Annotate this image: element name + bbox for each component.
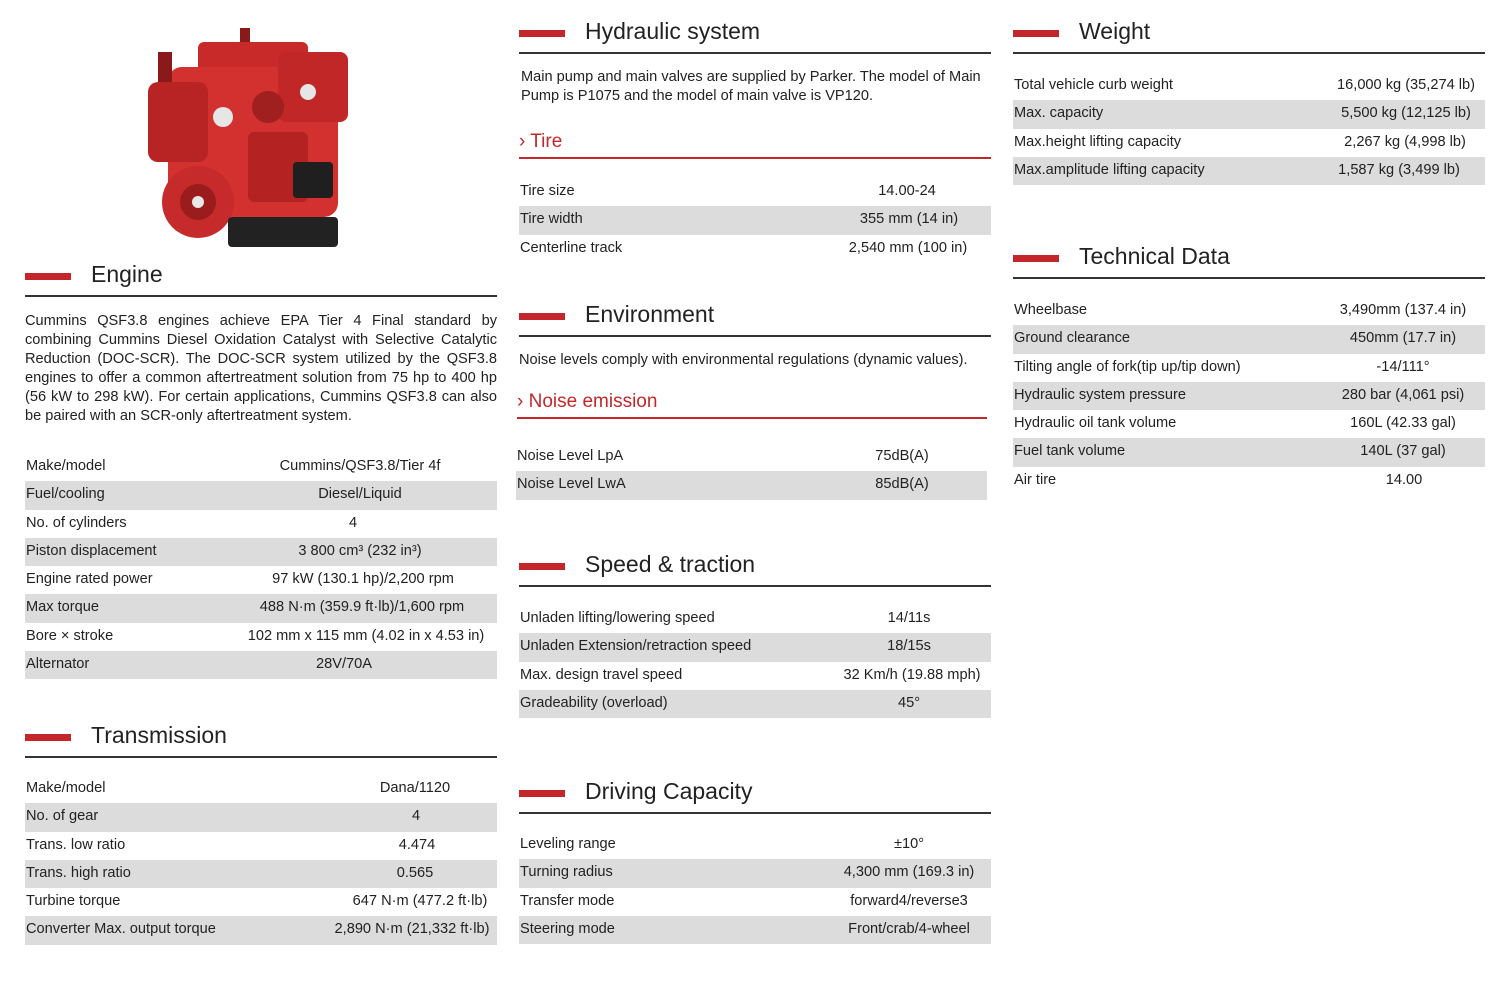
table-row [519, 888, 991, 916]
hydraulic-section-header [519, 16, 991, 54]
row-value: 2,267 kg (4,998 lb) [1344, 133, 1466, 150]
row-value: 18/15s [887, 638, 931, 655]
noise-table [516, 443, 987, 500]
row-label: Converter Max. output torque [26, 921, 216, 938]
row-label: Max.height lifting capacity [1014, 133, 1182, 150]
table-row [1013, 297, 1485, 325]
row-label: Tilting angle of fork(tip up/tip down) [1014, 358, 1241, 375]
row-label: Leveling range [520, 836, 616, 852]
table-row [1013, 382, 1485, 410]
table-row [1013, 410, 1485, 438]
table-row [519, 916, 991, 944]
table-row [1013, 100, 1485, 128]
noise-subheader [517, 391, 987, 419]
table-row [519, 831, 991, 859]
table-row [1013, 325, 1485, 353]
row-label: Max. design travel speed [520, 666, 683, 683]
table-row [25, 510, 497, 538]
row-value: 647 N·m (477.2 ft·lb) [352, 893, 488, 910]
environment-section-header [519, 299, 991, 337]
table-row [25, 888, 497, 916]
row-value: 28V/70A [316, 656, 372, 673]
row-value: 488 N·m (359.9 ft·lb)/1,600 rpm [259, 599, 465, 616]
row-value: 75dB(A) [875, 448, 929, 464]
row-label: Bore × stroke [26, 627, 114, 644]
row-value: 2,540 mm (100 in) [848, 239, 968, 256]
column-right [1013, 0, 1485, 983]
table-row [519, 206, 991, 234]
section-accent-bar [519, 30, 565, 37]
table-row [25, 651, 497, 679]
row-label: Trans. low ratio [26, 836, 126, 853]
row-label: Noise Level LpA [517, 448, 624, 464]
environment-description: Noise levels comply with environmental regulations (dynamic values). [519, 352, 968, 368]
table-row [516, 443, 987, 471]
row-value: forward4/reverse3 [850, 892, 968, 909]
tire-subheader [519, 131, 991, 159]
tire-table [519, 178, 991, 263]
row-value: 14/11s [887, 610, 931, 626]
table-row [25, 860, 497, 888]
weight-title: Weight [1079, 18, 1151, 44]
row-value: 4.474 [398, 836, 436, 853]
table-row [1013, 467, 1485, 495]
section-accent-bar [519, 563, 565, 570]
speed-table [519, 605, 991, 718]
weight-section-header [1013, 16, 1485, 54]
section-accent-bar [519, 313, 565, 320]
row-label: Fuel tank volume [1014, 443, 1126, 460]
table-row [519, 178, 991, 206]
section-accent-bar [1013, 30, 1059, 37]
row-label: Noise Level LwA [517, 476, 626, 493]
column-middle [519, 0, 991, 983]
row-value: 140L (37 gal) [1360, 443, 1446, 460]
row-value: Dana/1120 [379, 780, 451, 796]
row-label: Max. capacity [1014, 105, 1104, 122]
row-label: Turning radius [520, 864, 613, 881]
row-label: Make/model [26, 780, 106, 796]
transmission-table [25, 775, 497, 945]
row-label: Air tire [1014, 471, 1057, 488]
table-row [519, 690, 991, 718]
technical-table [1013, 297, 1485, 495]
row-value: 4 [348, 514, 358, 531]
engine-table [25, 453, 497, 679]
table-row [25, 538, 497, 566]
row-label: Make/model [26, 458, 106, 474]
table-row [25, 594, 497, 622]
row-label: Centerline track [520, 239, 623, 256]
transmission-section-header [25, 720, 497, 758]
row-value: 0.565 [396, 864, 434, 881]
section-accent-bar [1013, 255, 1059, 262]
row-value: 85dB(A) [875, 476, 929, 493]
row-label: No. of gear [26, 808, 99, 825]
row-label: No. of cylinders [26, 514, 127, 531]
row-label: Engine rated power [26, 571, 153, 588]
row-value: -14/111° [1376, 358, 1430, 375]
row-value: 16,000 kg (35,274 lb) [1337, 77, 1475, 93]
row-value: 3 800 cm³ (232 in³) [298, 542, 422, 559]
row-value: 14.00-24 [878, 183, 936, 199]
transmission-title: Transmission [91, 722, 227, 748]
table-row [519, 633, 991, 661]
row-label: Unladen lifting/lowering speed [520, 610, 715, 626]
row-value: 280 bar (4,061 psi) [1341, 386, 1465, 403]
row-label: Alternator [26, 656, 90, 673]
hydraulic-description: Main pump and main valves are supplied by Parker. The model of Main Pump is P1075 and the model of main valve is VP120. [521, 69, 981, 104]
table-row [25, 623, 497, 651]
table-row [25, 803, 497, 831]
row-label: Total vehicle curb weight [1014, 77, 1173, 93]
section-accent-bar [25, 273, 71, 280]
row-value: 4 [411, 808, 421, 825]
row-label: Steering mode [520, 920, 615, 937]
row-label: Trans. high ratio [26, 864, 131, 881]
row-label: Hydraulic system pressure [1014, 386, 1186, 403]
weight-table [1013, 72, 1485, 185]
section-accent-bar [519, 790, 565, 797]
driving-table [519, 831, 991, 944]
engine-description: Cummins QSF3.8 engines achieve EPA Tier 4 Final standard by combining Cummins Diesel Oxidation Catalyst with Selective Catalytic Reduction (DOC-SCR). The DOC-SCR system utilized by the QSF3.8 engines to offer a common aftertreatment solution from 75 hp to 400 hp (56 kW to 298 kW). For certain applications, Cummins QSF3.8 can also be paired with an SCR-only aftertreatment system. [25, 313, 497, 424]
row-value: ±10° [893, 836, 925, 852]
row-value: 4,300 mm (169.3 in) [843, 864, 975, 881]
table-row [1013, 354, 1485, 382]
row-value: Cummins/QSF3.8/Tier 4f [279, 458, 441, 474]
table-row [519, 235, 991, 263]
row-value: 355 mm (14 in) [859, 211, 959, 228]
engine-photo [128, 22, 360, 258]
row-label: Wheelbase [1014, 302, 1088, 318]
noise-title: › Noise emission [517, 391, 658, 412]
technical-section-header [1013, 241, 1485, 279]
technical-title: Technical Data [1079, 243, 1230, 269]
table-row [1013, 438, 1485, 466]
engine-section-header [25, 259, 497, 297]
table-row [25, 481, 497, 509]
row-value: 450mm (17.7 in) [1349, 330, 1457, 347]
driving-section-header [519, 776, 991, 814]
row-label: Tire width [520, 211, 583, 228]
row-label: Unladen Extension/retraction speed [520, 638, 752, 655]
row-value: 32 Km/h (19.88 mph) [843, 666, 981, 683]
row-value: Front/crab/4-wheel [848, 920, 970, 937]
table-row [25, 916, 497, 944]
engine-title: Engine [91, 261, 163, 287]
table-row [25, 775, 497, 803]
table-row [25, 832, 497, 860]
tire-title: › Tire [519, 131, 563, 152]
table-row [1013, 72, 1485, 100]
row-label: Fuel/cooling [26, 486, 105, 503]
speed-title: Speed & traction [585, 551, 756, 577]
column-left [25, 0, 497, 983]
row-label: Ground clearance [1014, 330, 1131, 347]
table-row [1013, 129, 1485, 157]
row-label: Gradeability (overload) [520, 694, 668, 711]
row-value: 1,587 kg (3,499 lb) [1338, 161, 1460, 178]
table-row [25, 453, 497, 481]
row-value: 14.00 [1385, 471, 1423, 488]
driving-title: Driving Capacity [585, 778, 753, 804]
row-value: 2,890 N·m (21,332 ft·lb) [334, 921, 490, 938]
row-label: Tire size [520, 183, 575, 199]
row-label: Hydraulic oil tank volume [1014, 415, 1177, 432]
hydraulic-title: Hydraulic system [585, 18, 761, 44]
table-row [519, 859, 991, 887]
table-row [1013, 157, 1485, 185]
table-row [519, 605, 991, 633]
row-value: 45° [897, 694, 921, 711]
row-value: 97 kW (130.1 hp)/2,200 rpm [272, 571, 454, 588]
row-value: Diesel/Liquid [318, 486, 402, 503]
row-label: Turbine torque [26, 893, 121, 910]
environment-title: Environment [585, 301, 715, 327]
table-row [519, 662, 991, 690]
row-label: Max torque [26, 599, 100, 616]
row-value: 5,500 kg (12,125 lb) [1341, 105, 1471, 122]
row-value: 102 mm x 115 mm (4.02 in x 4.53 in) [247, 627, 485, 644]
speed-section-header [519, 549, 991, 587]
table-row [25, 566, 497, 594]
row-label: Piston displacement [26, 542, 157, 559]
row-label: Transfer mode [520, 892, 615, 909]
table-row [516, 471, 987, 499]
row-value: 160L (42.33 gal) [1350, 415, 1456, 432]
row-value: 3,490mm (137.4 in) [1339, 302, 1467, 318]
section-accent-bar [25, 734, 71, 741]
row-label: Max.amplitude lifting capacity [1014, 161, 1205, 178]
